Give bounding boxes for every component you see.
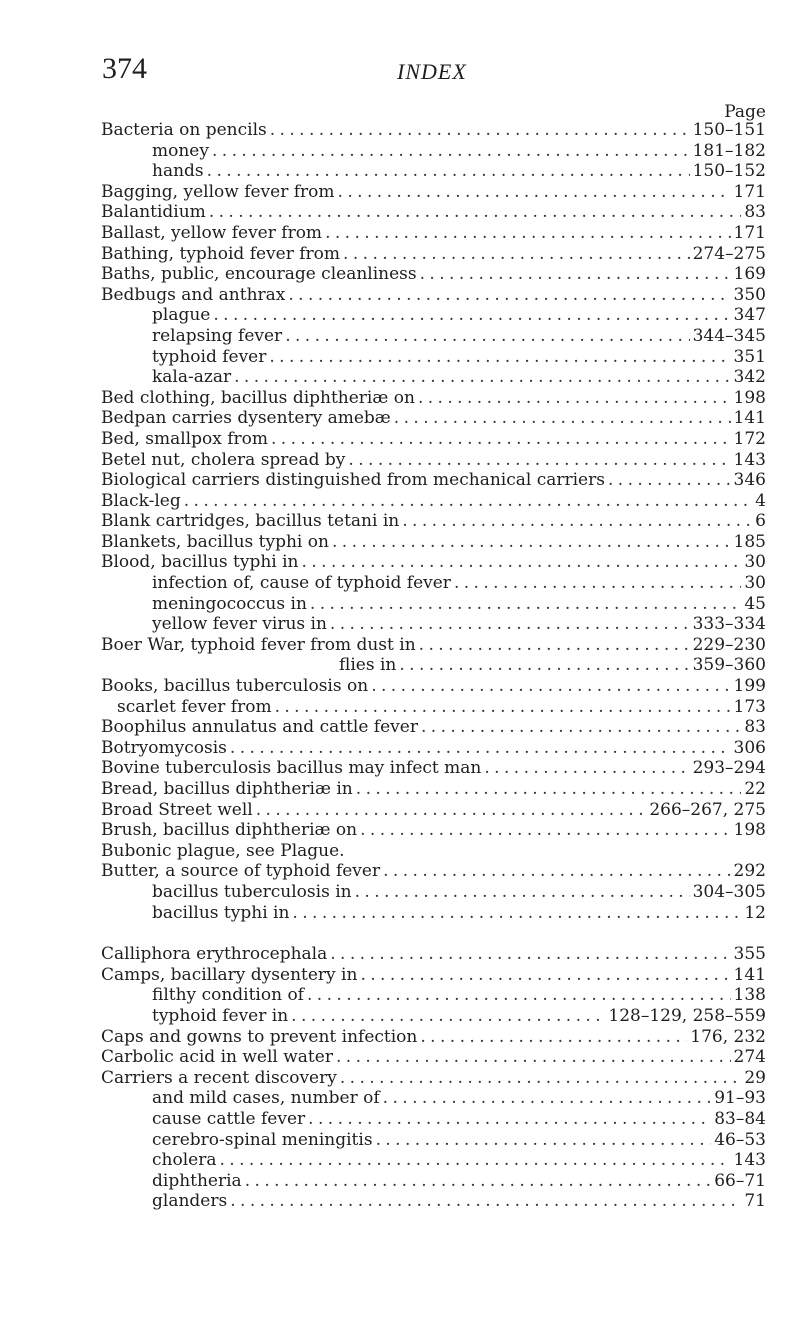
dot-leader	[376, 1130, 712, 1151]
index-entry	[101, 841, 766, 862]
dot-leader	[308, 1109, 711, 1130]
dot-leader	[356, 779, 742, 800]
entry-term: Boer War, typhoid fever from dust in	[101, 634, 416, 655]
dot-leader	[288, 285, 730, 306]
dot-leader	[340, 1068, 742, 1089]
entry-term: cerebro-spinal meningitis	[152, 1129, 373, 1150]
entry-term: Botryomycosis	[101, 737, 227, 758]
entry-pages: 342	[733, 367, 766, 388]
entry-term: cholera	[152, 1150, 217, 1171]
dot-leader	[292, 903, 741, 924]
entry-pages: 359–360	[692, 655, 766, 676]
dot-leader	[291, 1006, 605, 1027]
entry-term: Ballast, yellow fever from	[101, 222, 323, 243]
dot-leader	[325, 223, 730, 244]
dot-leader	[360, 820, 730, 841]
dot-leader	[270, 120, 690, 141]
entry-pages: 173	[733, 696, 766, 717]
index-subentry	[101, 141, 766, 162]
entry-pages: 143	[733, 449, 766, 470]
entry-pages: 66–71	[714, 1170, 766, 1191]
entry-term: diphtheria	[152, 1170, 242, 1191]
entry-term: typhoid fever in	[152, 1005, 289, 1026]
dot-leader	[419, 635, 690, 656]
index-entry	[101, 738, 766, 759]
entry-pages: 45	[744, 593, 766, 614]
dot-leader	[418, 388, 731, 409]
entry-term: bacillus tuberculosis in	[152, 881, 352, 902]
entry-pages: 266–267, 275	[649, 799, 766, 820]
entry-pages: 6	[755, 511, 766, 532]
entry-term: Broad Street well	[101, 799, 253, 820]
entry-term: money	[152, 140, 209, 161]
entry-term: Bed, smallpox from	[101, 428, 268, 449]
index-subentry	[101, 614, 766, 635]
entry-term: Bedbugs and anthrax	[101, 284, 286, 305]
entry-term: infection of, cause of typhoid fever	[152, 573, 451, 594]
index-entry	[101, 1027, 766, 1048]
entry-term: Carbolic acid in well water	[101, 1047, 333, 1068]
dot-leader	[302, 552, 742, 573]
entry-term: Calliphora erythrocephala	[101, 944, 328, 965]
index-entry	[101, 491, 766, 512]
entry-pages: 198	[733, 387, 766, 408]
entry-pages: 346	[733, 470, 766, 491]
page-column-label: Page	[724, 102, 766, 122]
dot-leader	[256, 800, 647, 821]
entry-term: kala-azar	[152, 367, 232, 388]
dot-leader	[360, 965, 730, 986]
entry-pages: 128–129, 258–559	[608, 1005, 766, 1026]
index-section	[101, 120, 766, 923]
dot-leader	[212, 141, 690, 162]
entry-pages: 141	[733, 964, 766, 985]
running-title: INDEX	[397, 59, 467, 84]
dot-leader	[608, 470, 731, 491]
entry-term: Carriers a recent discovery	[101, 1067, 337, 1088]
dot-leader	[230, 1191, 741, 1212]
index-subentry	[101, 1130, 766, 1151]
page-number: 374	[102, 52, 147, 85]
entry-term: Bathing, typhoid fever from	[101, 243, 341, 264]
entry-term: typhoid fever	[152, 346, 267, 367]
index-entry	[101, 408, 766, 429]
dot-leader	[219, 1150, 730, 1171]
dot-leader	[383, 1088, 712, 1109]
index-subentry	[101, 655, 766, 676]
index-subentry	[101, 347, 766, 368]
entry-term: yellow fever virus in	[152, 614, 327, 635]
dot-leader	[421, 717, 741, 738]
entry-pages: 83	[744, 202, 766, 223]
entry-term: Balantidium	[101, 202, 206, 223]
dot-leader	[245, 1171, 712, 1192]
dot-leader	[230, 738, 731, 759]
entry-pages: 274	[733, 1047, 766, 1068]
index-entry	[101, 470, 766, 491]
entry-pages: 22	[744, 779, 766, 799]
entry-term: Bacteria on pencils	[101, 120, 267, 140]
index-subentry	[101, 1109, 766, 1130]
entry-pages: 143	[733, 1150, 766, 1171]
entry-pages: 306	[733, 737, 766, 758]
entry-term: hands	[152, 161, 204, 182]
dot-leader	[307, 985, 731, 1006]
entry-term: Bed clothing, bacillus diphtheriæ on	[101, 387, 415, 408]
entry-term: Caps and gowns to prevent infection	[101, 1026, 418, 1047]
entry-term: scarlet fever from	[117, 696, 272, 717]
dot-leader	[275, 697, 731, 718]
entry-pages: 46–53	[714, 1129, 766, 1150]
dot-leader	[336, 1047, 731, 1068]
index-entry	[101, 1068, 766, 1089]
entry-term: Black-leg	[101, 490, 181, 511]
entry-term: Bagging, yellow fever from	[101, 181, 335, 202]
entry-pages: 71	[744, 1191, 766, 1212]
entry-pages: 351	[733, 346, 766, 367]
dot-leader	[371, 676, 730, 697]
index-subentry	[101, 1171, 766, 1192]
index-entry	[101, 758, 766, 779]
index-entry	[101, 182, 766, 203]
entry-term: Brush, bacillus diphtheriæ on	[101, 820, 358, 841]
entry-term: Butter, a source of typhoid fever	[101, 861, 381, 882]
dot-leader	[285, 326, 689, 347]
index-subentry	[101, 326, 766, 347]
index-entry	[101, 820, 766, 841]
entry-term: Bubonic plague, see Plague.	[101, 840, 345, 861]
entry-pages: 172	[733, 428, 766, 449]
index-entry	[101, 532, 766, 553]
dot-leader	[454, 573, 741, 594]
index-entry	[101, 861, 766, 882]
entry-pages: 176, 232	[690, 1026, 766, 1047]
entry-pages: 199	[733, 676, 766, 697]
dot-leader	[213, 305, 730, 326]
entry-pages: 141	[733, 408, 766, 429]
dot-leader	[420, 264, 731, 285]
entry-term: flies in	[339, 655, 397, 676]
index-entry	[101, 965, 766, 986]
entry-pages: 347	[733, 305, 766, 326]
dot-leader	[402, 511, 752, 532]
index-subentry	[101, 1088, 766, 1109]
index-section	[101, 944, 766, 1212]
entry-pages: 171	[733, 181, 766, 202]
entry-term: Bedpan carries dysentery amebæ	[101, 408, 391, 429]
dot-leader	[383, 861, 730, 882]
entry-pages: 29	[744, 1067, 766, 1088]
index-entry	[101, 944, 766, 965]
index-subentry	[101, 985, 766, 1006]
entry-term: plague	[152, 305, 211, 326]
index-entry	[101, 635, 766, 656]
dot-leader	[348, 450, 730, 471]
dot-leader	[420, 1027, 687, 1048]
entry-pages: 169	[733, 264, 766, 285]
dot-leader	[338, 182, 731, 203]
entry-term: Books, bacillus tuberculosis on	[101, 676, 369, 697]
entry-pages: 83–84	[714, 1108, 766, 1129]
entry-pages: 355	[733, 944, 766, 965]
index-list	[101, 120, 766, 1212]
index-subentry	[101, 305, 766, 326]
entry-pages: 91–93	[714, 1088, 766, 1109]
index-entry	[101, 717, 766, 738]
entry-pages: 304–305	[692, 881, 766, 902]
entry-pages: 292	[733, 861, 766, 882]
entry-term: cause cattle fever	[152, 1108, 306, 1129]
dot-leader	[399, 655, 689, 676]
index-subentry	[101, 161, 766, 182]
index-entry	[101, 388, 766, 409]
index-subentry	[101, 573, 766, 594]
entry-pages: 12	[744, 902, 766, 923]
entry-pages: 185	[733, 531, 766, 552]
index-subentry	[101, 882, 766, 903]
entry-term: Biological carriers distinguished from mechanical carriers	[101, 470, 605, 491]
index-entry	[101, 202, 766, 223]
dot-leader	[330, 614, 690, 635]
entry-term: Baths, public, encourage cleanliness	[101, 264, 417, 285]
index-subentry	[101, 594, 766, 615]
dot-leader	[394, 408, 731, 429]
index-subentry	[101, 1191, 766, 1212]
dot-leader	[184, 491, 752, 512]
index-entry	[101, 244, 766, 265]
dot-leader	[209, 202, 742, 223]
entry-term: meningococcus in	[152, 593, 307, 614]
entry-term: Betel nut, cholera spread by	[101, 449, 346, 470]
index-subentry	[101, 903, 766, 924]
entry-pages: 150–152	[692, 161, 766, 182]
entry-term: Bovine tuberculosis bacillus may infect man	[101, 758, 482, 779]
index-subentry	[101, 367, 766, 388]
dot-leader	[310, 594, 741, 615]
entry-pages: 138	[733, 985, 766, 1006]
index-entry	[101, 450, 766, 471]
index-subentry	[101, 1150, 766, 1171]
dot-leader	[343, 244, 690, 265]
entry-pages: 333–334	[692, 614, 766, 635]
index-entry	[101, 264, 766, 285]
entry-pages: 4	[755, 490, 766, 511]
entry-pages: 83	[744, 717, 766, 738]
index-entry	[101, 120, 766, 141]
index-entry	[101, 552, 766, 573]
index-entry	[101, 285, 766, 306]
entry-pages: 229–230	[692, 634, 766, 655]
index-entry	[101, 223, 766, 244]
entry-pages: 344–345	[692, 325, 766, 346]
entry-term: relapsing fever	[152, 325, 283, 346]
entry-pages: 171	[733, 222, 766, 243]
entry-term: Camps, bacillary dysentery in	[101, 964, 358, 985]
entry-term: Blankets, bacillus typhi on	[101, 531, 329, 552]
entry-pages: 30	[744, 552, 766, 573]
entry-pages: 293–294	[692, 758, 766, 779]
dot-leader	[484, 758, 689, 779]
entry-pages: 150–151	[692, 120, 766, 140]
entry-term: Boophilus annulatus and cattle fever	[101, 717, 418, 738]
index-entry	[101, 429, 766, 450]
entry-pages: 30	[744, 573, 766, 594]
entry-term: Bread, bacillus diphtheriæ in	[101, 779, 353, 799]
entry-term: Blood, bacillus typhi in	[101, 552, 299, 573]
entry-pages: 274–275	[692, 243, 766, 264]
dot-leader	[332, 532, 731, 553]
entry-term: filthy condition of	[152, 985, 304, 1006]
dot-leader	[269, 347, 730, 368]
entry-term: and mild cases, number of	[152, 1088, 380, 1109]
index-subentry	[101, 697, 766, 718]
dot-leader	[271, 429, 731, 450]
index-subentry	[101, 1006, 766, 1027]
entry-term: bacillus typhi in	[152, 902, 290, 923]
index-entry	[101, 1047, 766, 1068]
entry-term: glanders	[152, 1191, 228, 1212]
dot-leader	[355, 882, 690, 903]
index-entry	[101, 800, 766, 821]
entry-pages: 350	[733, 284, 766, 305]
entry-pages: 181–182	[692, 140, 766, 161]
dot-leader	[330, 944, 730, 965]
index-entry	[101, 511, 766, 532]
dot-leader	[234, 367, 730, 388]
dot-leader	[207, 161, 690, 182]
index-entry	[101, 676, 766, 697]
entry-term: Blank cartridges, bacillus tetani in	[101, 511, 400, 532]
index-entry	[101, 779, 766, 800]
entry-pages: 198	[733, 820, 766, 841]
